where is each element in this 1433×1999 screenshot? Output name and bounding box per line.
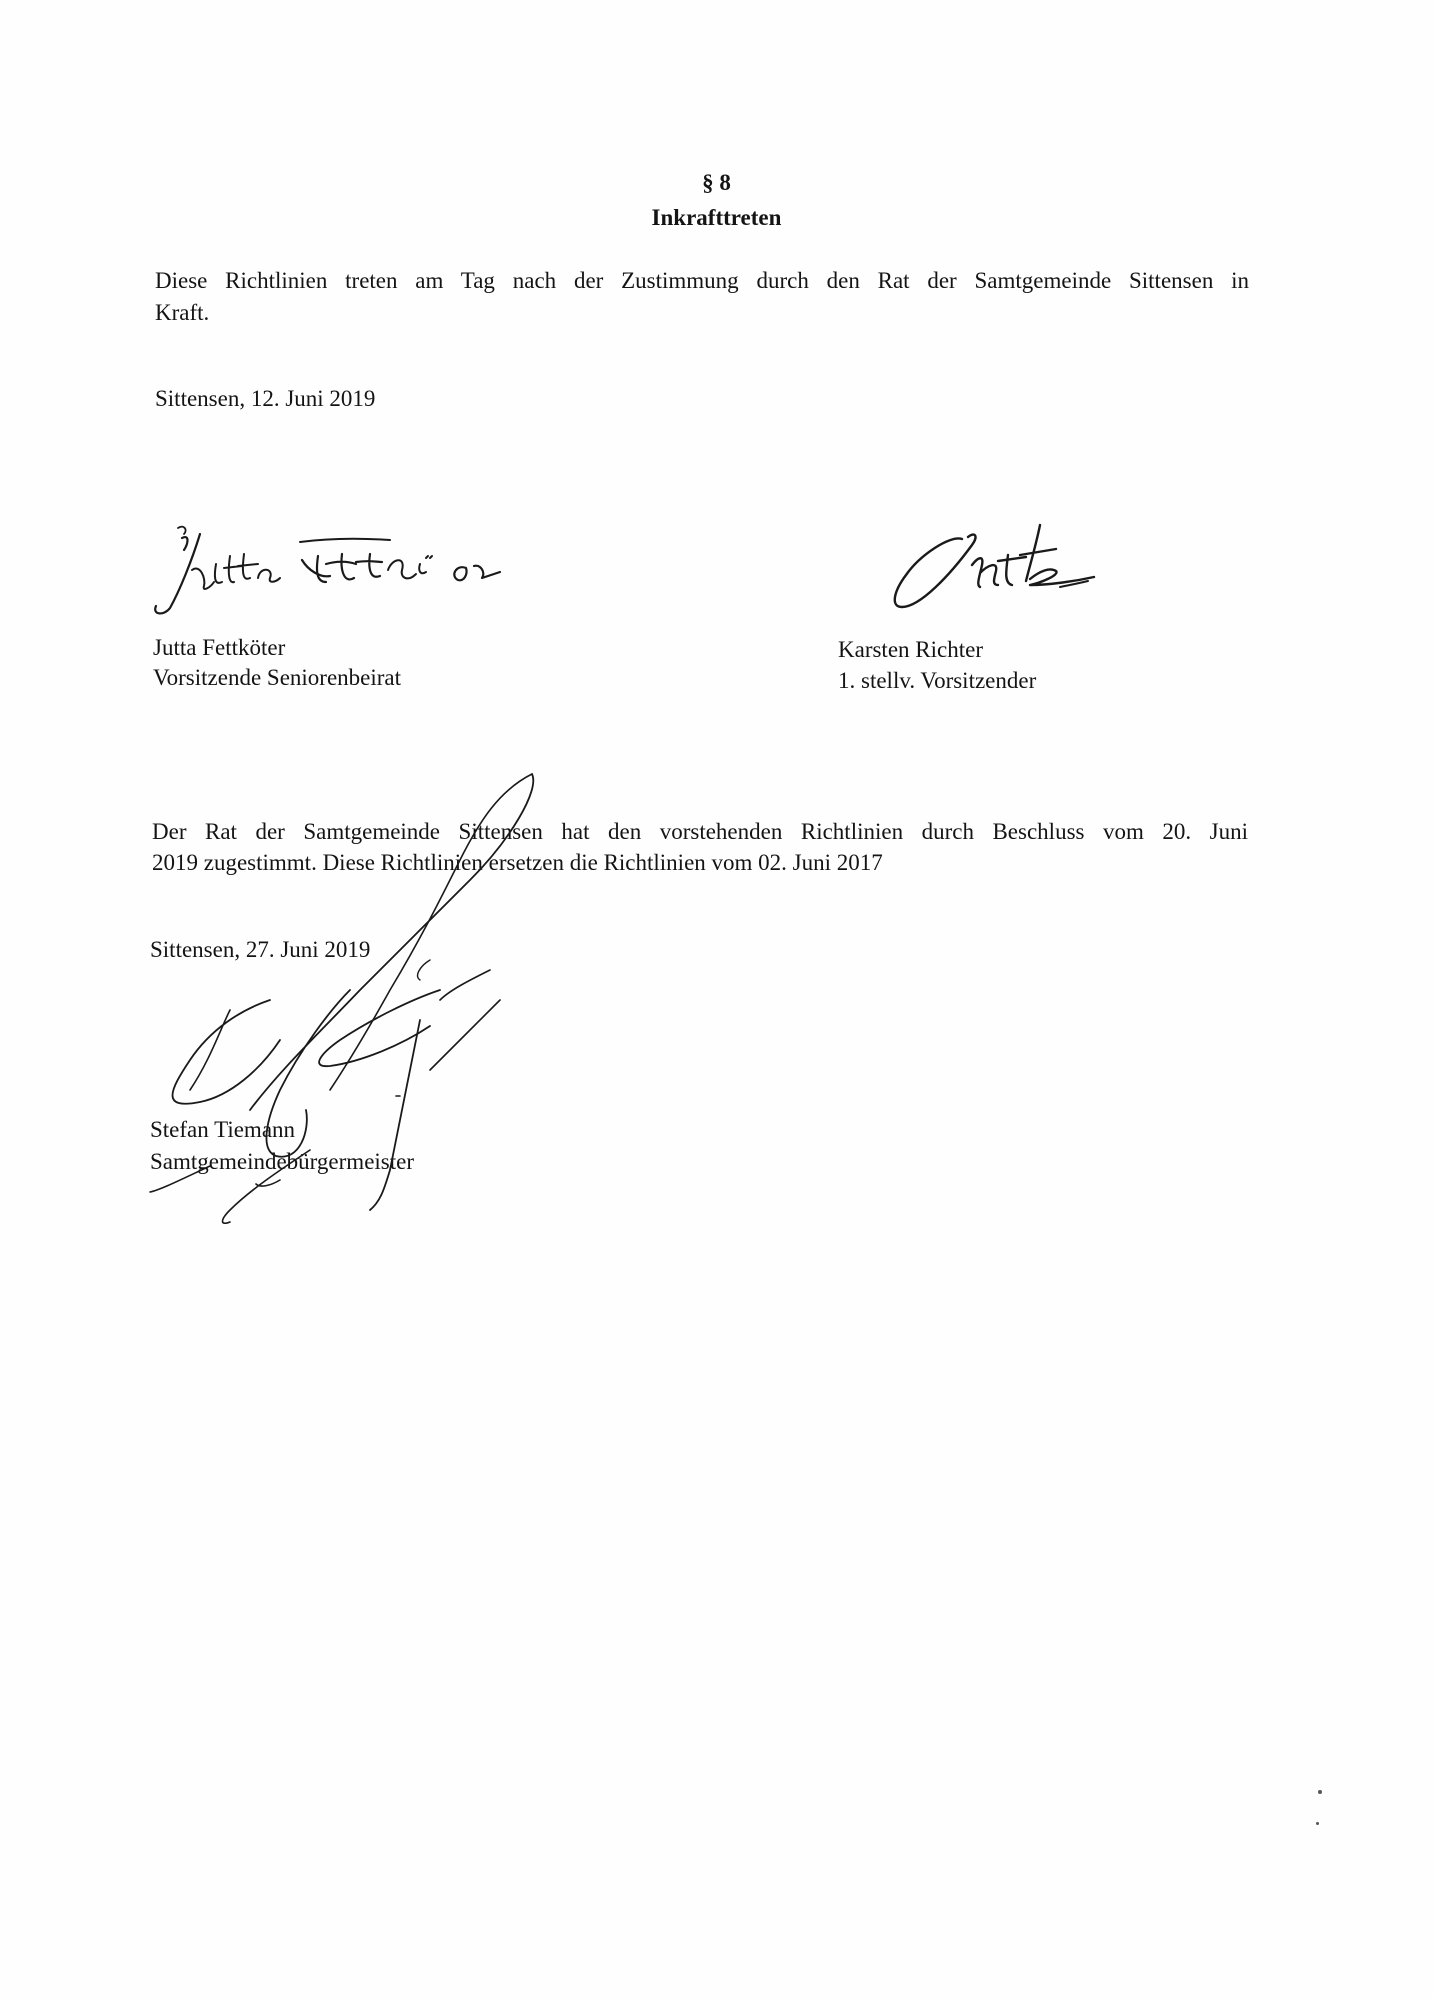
signatory-left-name: Jutta Fettköter xyxy=(153,635,286,660)
scan-speck xyxy=(1318,1790,1322,1794)
paragraph-2-line-2: 2019 zugestimmt. Diese Richtlinien ersetzen die Richtlinien vom 02. Juni 2017 xyxy=(152,850,883,875)
signatory-bottom-name: Stefan Tiemann xyxy=(150,1117,296,1142)
paragraph-1-line-1: Diese Richtlinien treten am Tag nach der Zustimmung durch den Rat der Samtgemeinde Sittensen in xyxy=(155,268,1249,293)
scan-speck xyxy=(1316,1822,1319,1825)
paragraph-1-line-2: Kraft. xyxy=(155,300,210,325)
section-title: Inkrafttreten xyxy=(651,205,782,230)
signatory-left-role: Vorsitzende Seniorenbeirat xyxy=(153,665,402,690)
signature-left-icon xyxy=(130,520,530,625)
signatory-bottom-role: Samtgemeindebürgermeister xyxy=(150,1149,414,1174)
paragraph-2-line-1: Der Rat der Samtgemeinde Sittensen hat den vorstehenden Richtlinien durch Beschluss vom 20. Juni xyxy=(152,819,1248,844)
signature-right-icon xyxy=(880,515,1120,615)
signature-bottom-icon xyxy=(70,770,590,1250)
signatory-right-role: 1. stellv. Vorsitzender xyxy=(838,668,1037,693)
signatory-right-name: Karsten Richter xyxy=(838,637,983,662)
section-number: § 8 xyxy=(702,170,731,195)
place-date-1: Sittensen, 12. Juni 2019 xyxy=(155,386,376,411)
place-date-2: Sittensen, 27. Juni 2019 xyxy=(150,937,371,962)
